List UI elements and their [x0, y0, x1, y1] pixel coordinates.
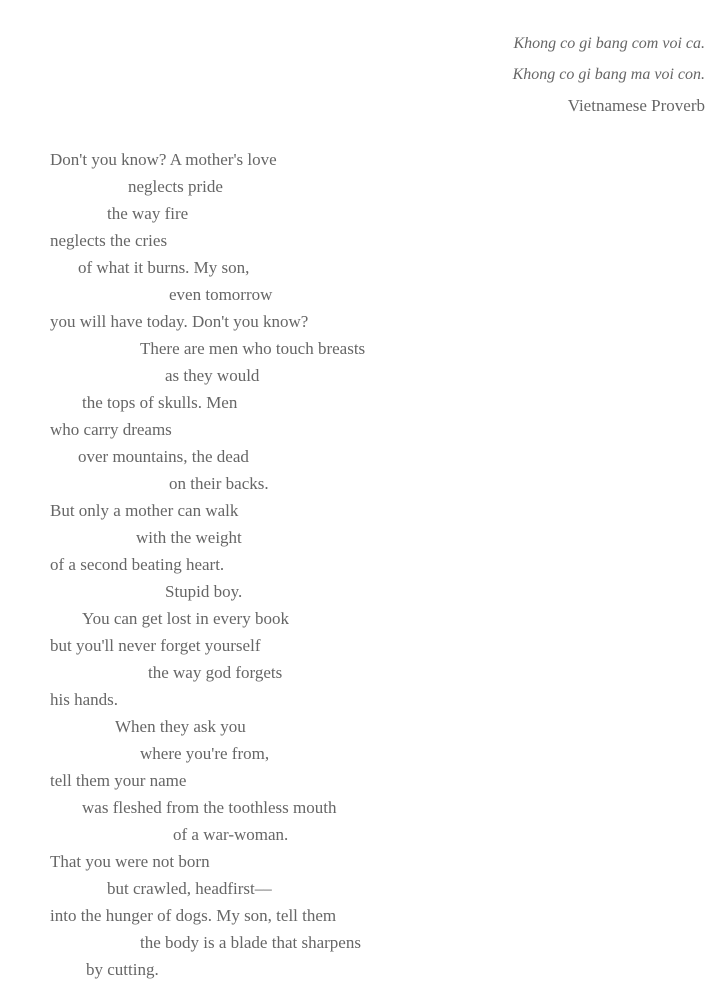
poem-line: You can get lost in every book — [82, 609, 289, 628]
poem-line: into the hunger of dogs. My son, tell them — [50, 906, 337, 925]
poem-line: as they would — [165, 366, 260, 385]
poem-line: neglects the cries — [50, 231, 168, 250]
poem-line: of what it burns. My son, — [78, 258, 250, 277]
poem-line: Stupid boy. — [165, 582, 243, 601]
poem-line: by cutting. — [86, 960, 159, 979]
epigraph-line: Khong co gi bang ma voi con. — [512, 66, 705, 83]
poem-line: the tops of skulls. Men — [82, 393, 238, 412]
poem-body — [50, 146, 710, 983]
poem-line: of a war-woman. — [173, 825, 289, 844]
poem-line: who carry dreams — [50, 420, 172, 439]
epigraph-attribution: Vietnamese Proverb — [567, 96, 705, 115]
poem-line: There are men who touch breasts — [140, 339, 366, 358]
epigraph — [513, 31, 705, 119]
poem-line: Don't you know? A mother's love — [50, 150, 277, 169]
poem-line: tell them your name — [50, 771, 187, 790]
poem-line: That you were not born — [50, 852, 210, 871]
poem-line: the way god forgets — [148, 663, 283, 682]
poem-line: of a second beating heart. — [50, 555, 225, 574]
poem-line: with the weight — [136, 528, 242, 547]
poem-line: you will have today. Don't you know? — [50, 312, 309, 331]
poem-line: his hands. — [50, 690, 118, 709]
poem-line: When they ask you — [115, 717, 246, 736]
poem-line: the body is a blade that sharpens — [140, 933, 361, 952]
epigraph-line: Khong co gi bang com voi ca. — [513, 35, 705, 52]
poem-line: but you'll never forget yourself — [50, 636, 261, 655]
poem-line: But only a mother can walk — [50, 501, 239, 520]
poem-line: over mountains, the dead — [78, 447, 249, 466]
poem-line: even tomorrow — [169, 285, 273, 304]
poem-line: on their backs. — [169, 474, 269, 493]
poem-line: where you're from, — [140, 744, 270, 763]
poem-line: was fleshed from the toothless mouth — [82, 798, 337, 817]
poem-line: the way fire — [107, 204, 189, 223]
poem-line: but crawled, headfirst–– — [107, 879, 272, 898]
poem-line: neglects pride — [128, 177, 223, 196]
